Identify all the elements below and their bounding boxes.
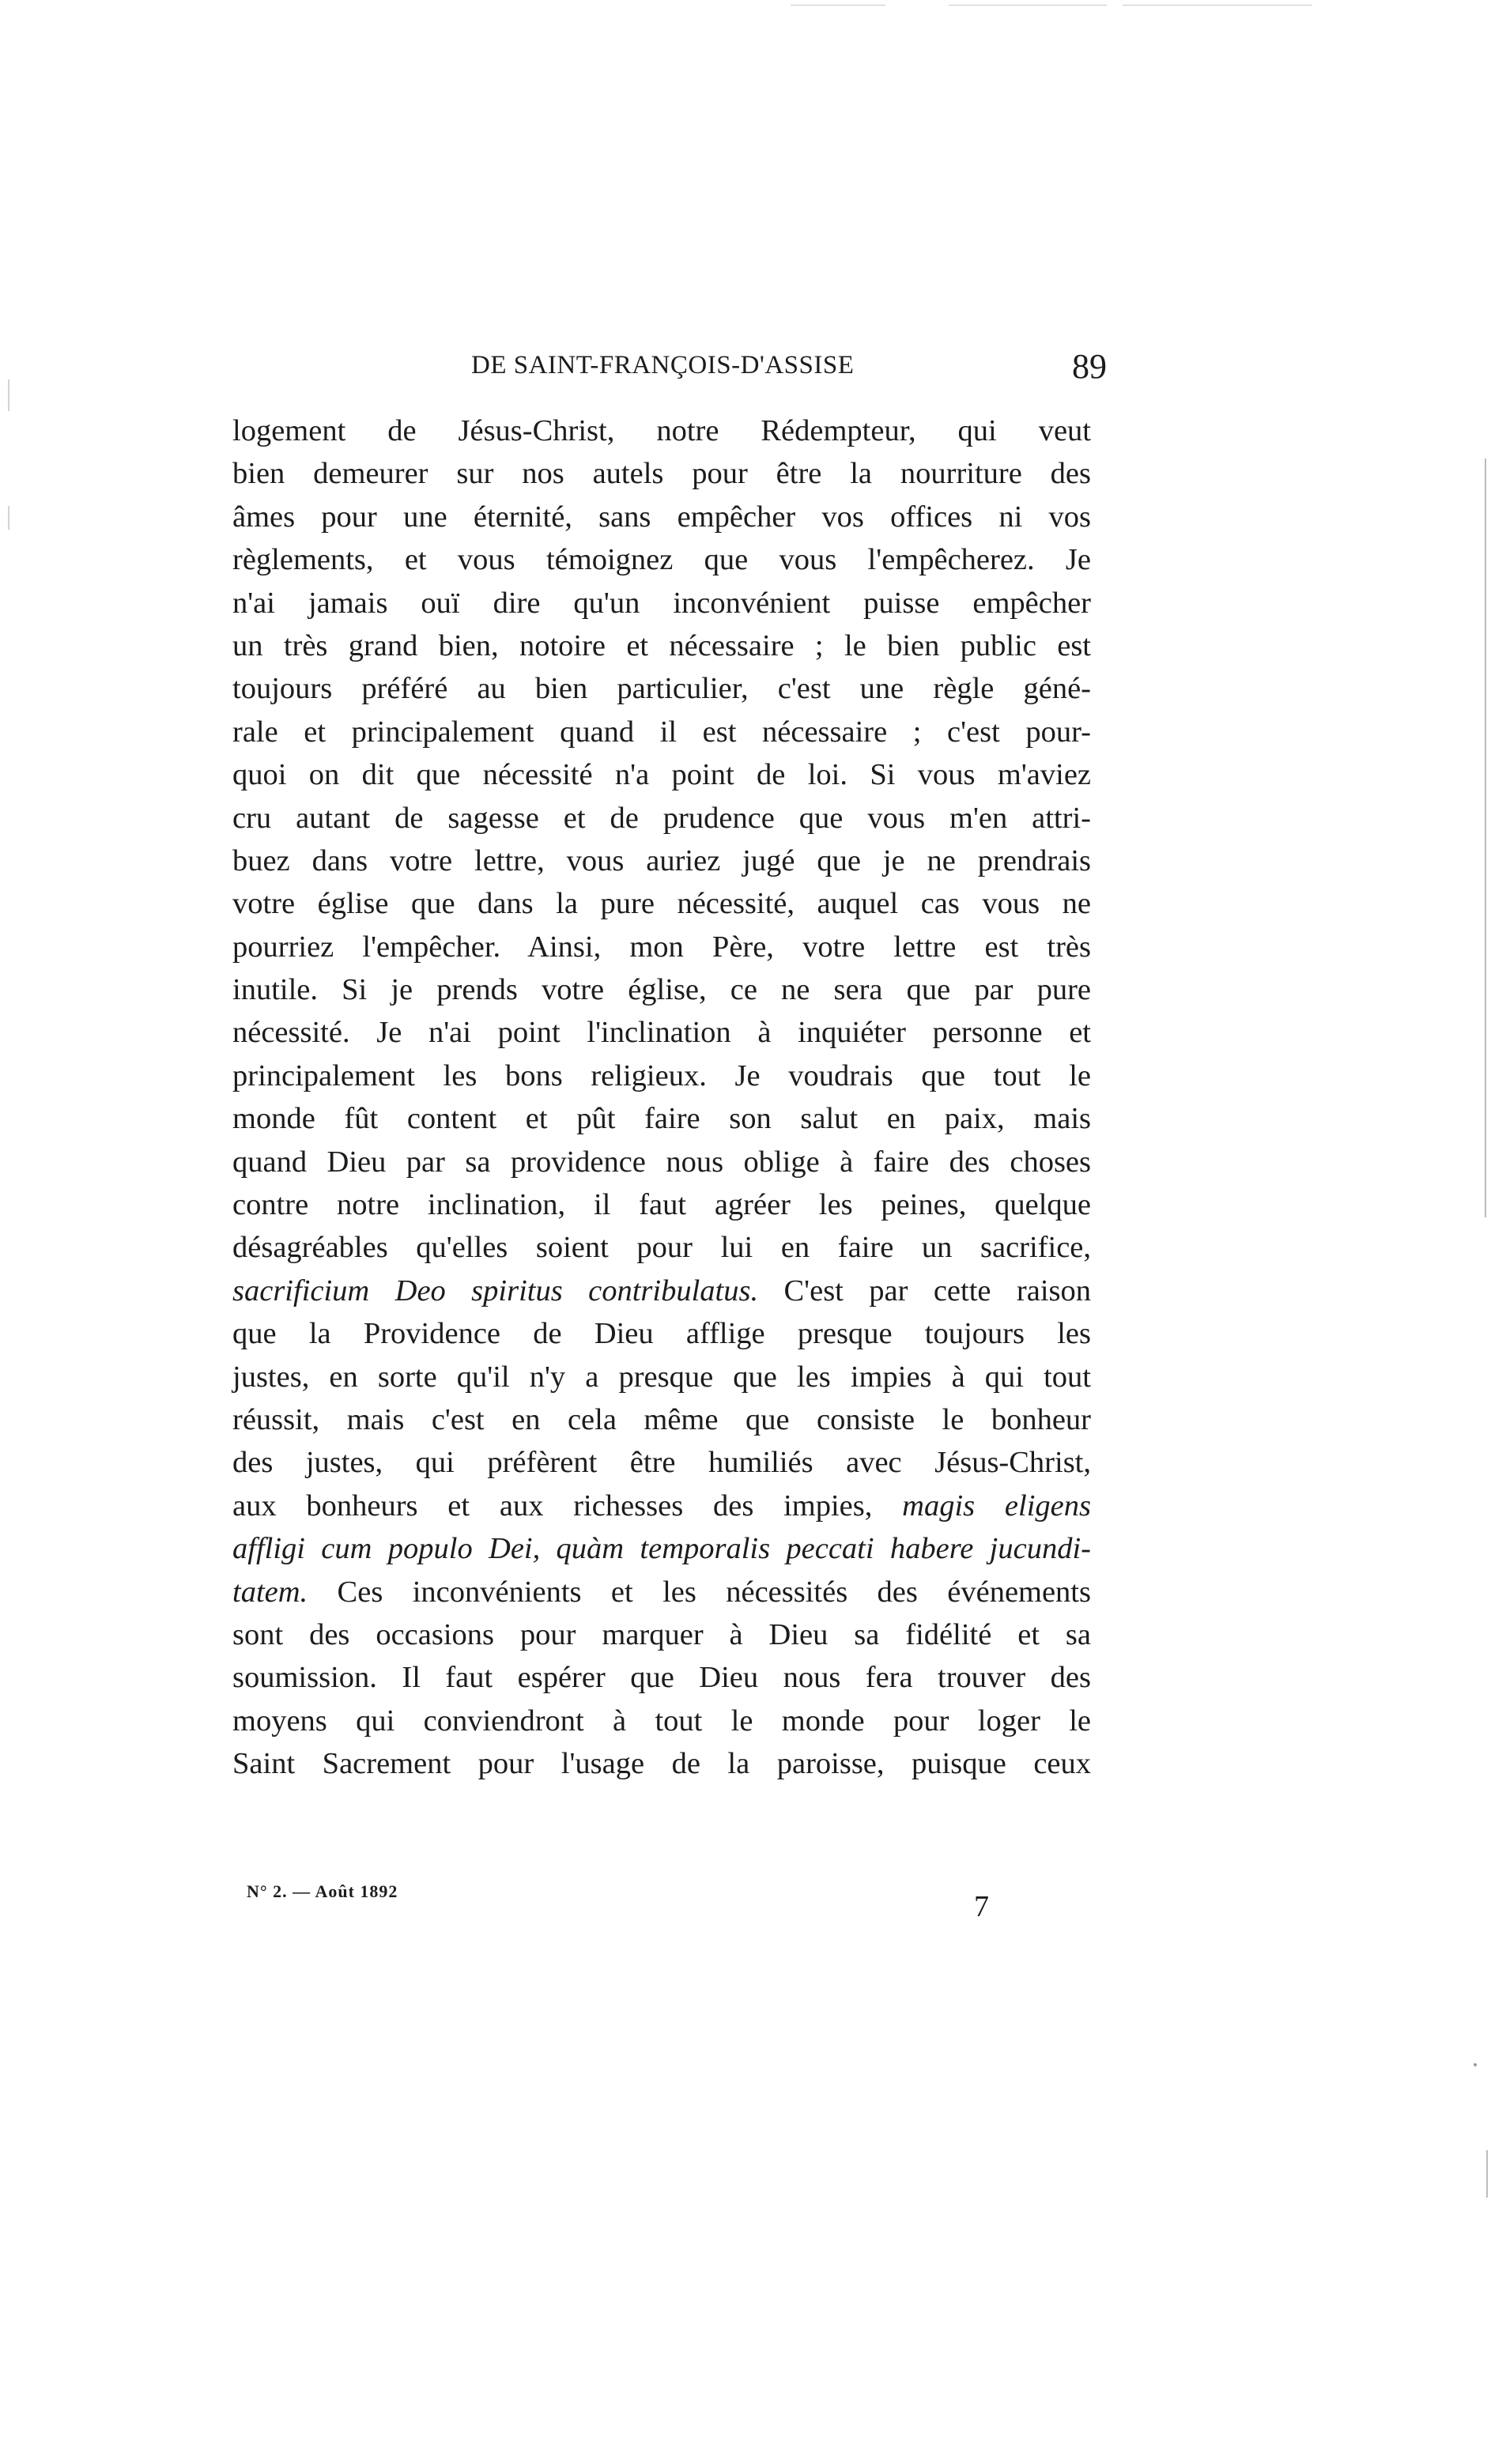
text-line: toujours préféré au bien particulier, c'est une règle géné-	[232, 672, 1091, 706]
scan-edge-line	[1485, 458, 1486, 1217]
text-line: moyens qui conviendront à tout le monde pour loger le	[232, 1704, 1091, 1738]
text-line: un très grand bien, notoire et nécessaire ; le bien public est	[232, 628, 1091, 662]
text-line: buez dans votre lettre, vous auriez jugé que je ne prendrais	[232, 843, 1091, 877]
text-line-mixed	[232, 1571, 1091, 1613]
text-line-mixed	[232, 1270, 1091, 1312]
text-line: bien demeurer sur nos autels pour être la nourriture des	[232, 457, 1091, 491]
text-run: aux bonheurs et aux richesses des impies,	[232, 1489, 903, 1523]
running-head	[234, 349, 1107, 397]
text-line: soumission. Il faut espérer que Dieu nous fera trouver des	[232, 1661, 1091, 1695]
text-line: principalement les bons religieux. Je voudrais que tout le	[232, 1058, 1091, 1092]
text-line: pourriez l'empêcher. Ainsi, mon Père, votre lettre est très	[232, 930, 1091, 964]
text-line: contre notre inclination, il faut agréer les peines, quelque	[232, 1188, 1091, 1222]
text-line: que la Providence de Dieu afflige presque toujours les	[232, 1317, 1091, 1351]
sheet-number: 7	[974, 1890, 989, 1923]
text-line: réussit, mais c'est en cela même que consiste le bonheur	[232, 1402, 1091, 1436]
text-line: logement de Jésus-Christ, notre Rédempteur, qui veut	[232, 414, 1091, 447]
text-line: Saint Sacrement pour l'usage de la paroisse, puisque ceux	[232, 1747, 1091, 1781]
scan-edge-line	[1486, 2150, 1488, 2198]
text-line: inutile. Si je prends votre église, ce ne sera que par pure	[232, 973, 1091, 1007]
text-line: n'ai jamais ouï dire qu'un inconvénient puisse empêcher	[232, 586, 1091, 620]
text-line-mixed	[232, 1485, 1091, 1527]
text-line: justes, en sorte qu'il n'y a presque que les impies à qui tout	[232, 1360, 1091, 1394]
latin-quote-line: affligi cum populo Dei, quàm temporalis peccati habere jucundi-	[232, 1532, 1091, 1566]
text-line: sont des occasions pour marquer à Dieu sa fidélité et sa	[232, 1617, 1091, 1651]
text-line: votre église que dans la pure nécessité, auquel cas vous ne	[232, 887, 1091, 921]
text-line: règlements, et vous témoignez que vous l'empêcherez. Je	[232, 543, 1091, 577]
latin-quote: sacrificium Deo spiritus contribulatus.	[232, 1274, 759, 1307]
text-line: monde fût content et pût faire son salut en paix, mais	[232, 1102, 1091, 1136]
scan-mark	[949, 5, 1107, 6]
scan-mark	[791, 5, 885, 6]
text-line: âmes pour une éternité, sans empêcher vos offices ni vos	[232, 500, 1091, 534]
text-line: rale et principalement quand il est nécessaire ; c'est pour-	[232, 715, 1091, 749]
latin-quote: tatem.	[232, 1575, 308, 1609]
text-line: désagréables qu'elles soient pour lui en faire un sacrifice,	[232, 1231, 1091, 1265]
text-line: quoi on dit que nécessité n'a point de loi. Si vous m'aviez	[232, 758, 1091, 792]
scan-edge-line	[8, 506, 9, 530]
scan-edge-line	[8, 379, 9, 411]
page-number: 89	[1072, 347, 1107, 386]
text-line: nécessité. Je n'ai point l'inclination à inquiéter personne et	[232, 1016, 1091, 1050]
body-text	[232, 409, 1091, 1786]
signature-mark: N° 2. — Août 1892	[247, 1881, 398, 1901]
text-line: cru autant de sagesse et de prudence que vous m'en attri-	[232, 801, 1091, 835]
latin-quote: magis eligens	[902, 1489, 1091, 1523]
text-run: C'est par cette raison	[758, 1274, 1091, 1307]
text-run: Ces inconvénients et les nécessités des événements	[308, 1575, 1091, 1609]
text-line: quand Dieu par sa providence nous oblige à faire des choses	[232, 1145, 1091, 1179]
running-title: DE SAINT-FRANÇOIS-D'ASSISE	[471, 351, 855, 379]
scan-mark	[1123, 5, 1312, 6]
text-line: des justes, qui préfèrent être humiliés avec Jésus-Christ,	[232, 1446, 1091, 1480]
scan-dot	[1474, 2063, 1477, 2066]
